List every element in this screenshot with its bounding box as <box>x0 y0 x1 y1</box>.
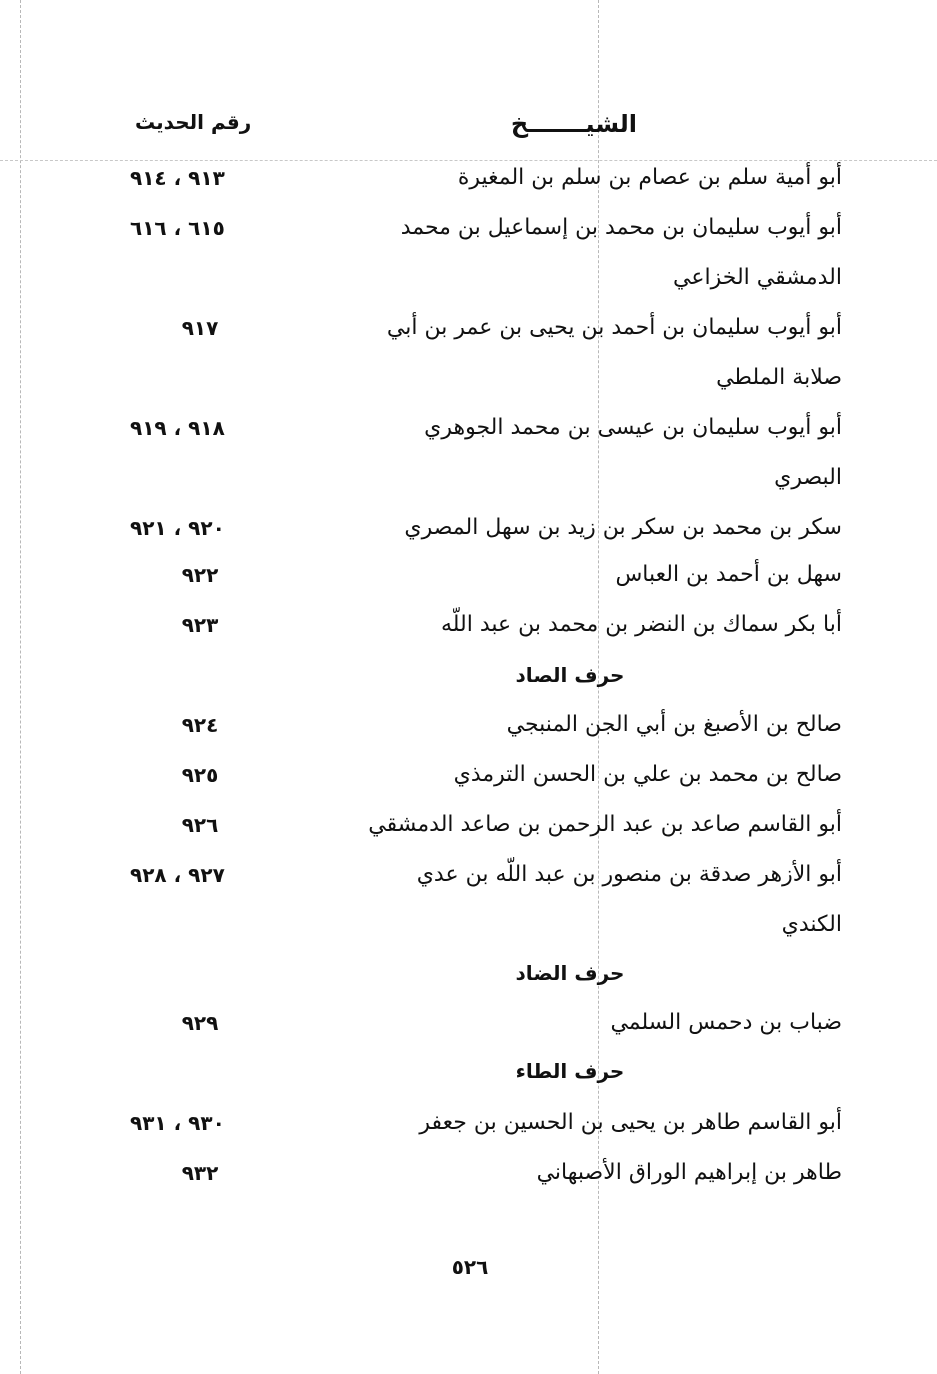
entry-name: أبو القاسم صاعد بن عبد الرحمن بن صاعد الدمشقي <box>368 812 842 837</box>
column-header-sheikh: الشيـــــــخ <box>510 110 637 138</box>
entry-continuation: صلابة الملطي <box>716 365 842 390</box>
page-number: ٥٢٦ <box>451 1255 489 1279</box>
entry-name: سهل بن أحمد بن العباس <box>615 562 842 587</box>
entry-continuation: الدمشقي الخزاعي <box>673 265 842 290</box>
entry-numbers: ٦١٥ ، ٦١٦ <box>130 216 225 240</box>
entry-numbers: ٩١٣ ، ٩١٤ <box>130 166 225 190</box>
column-header-hadith-number: رقم الحديث <box>135 110 252 134</box>
guide-line <box>0 160 937 161</box>
entry-continuation: البصري <box>774 465 842 490</box>
entry-numbers: ٩٢٠ ، ٩٢١ <box>130 516 225 540</box>
entry-numbers: ٩٢٤ <box>181 713 219 737</box>
entry-numbers: ٩٢٦ <box>181 813 219 837</box>
entry-numbers: ٩٢٩ <box>181 1011 219 1035</box>
entry-name: سكر بن محمد بن سكر بن زيد بن سهل المصري <box>404 515 842 540</box>
entry-name: أبو أيوب سليمان بن عيسى بن محمد الجوهري <box>424 415 842 440</box>
entry-name: صالح بن الأصبغ بن أبي الجن المنبجي <box>506 712 842 737</box>
entry-numbers: ٩٢٥ <box>181 763 219 787</box>
entry-numbers: ٩٣٢ <box>181 1161 219 1185</box>
entry-name: أبو القاسم طاهر بن يحيى بن الحسين بن جعفر <box>419 1110 842 1135</box>
entry-name: أبا بكر سماك بن النضر بن محمد بن عبد اللّه <box>440 612 842 637</box>
entry-name: أبو أيوب سليمان بن محمد بن إسماعيل بن محمد <box>400 215 842 240</box>
entry-numbers: ٩١٨ ، ٩١٩ <box>130 416 225 440</box>
entry-name: ضباب بن دحمس السلمي <box>610 1010 842 1035</box>
entry-numbers: ٩١٧ <box>181 316 219 340</box>
entry-numbers: ٩٣٠ ، ٩٣١ <box>130 1111 225 1135</box>
entry-numbers: ٩٢٣ <box>181 613 219 637</box>
entry-name: أبو أمية سلم بن عصام بن سلم بن المغيرة <box>457 165 842 190</box>
section-title-ta: حرف الطاء <box>515 1059 625 1083</box>
entry-name: أبو الأزهر صدقة بن منصور بن عبد اللّه بن عدي <box>416 862 842 887</box>
entry-name: طاهر بن إبراهيم الوراق الأصبهاني <box>536 1160 842 1185</box>
entry-name: أبو أيوب سليمان بن أحمد بن يحيى بن عمر بن أبي <box>386 315 842 340</box>
section-title-sad: حرف الصاد <box>515 663 625 687</box>
entry-name: صالح بن محمد بن علي بن الحسن الترمذي <box>453 762 842 787</box>
entry-numbers: ٩٢٢ <box>181 563 219 587</box>
entry-continuation: الكندي <box>781 912 842 937</box>
section-title-dad: حرف الضاد <box>515 961 625 985</box>
entry-numbers: ٩٢٧ ، ٩٢٨ <box>130 863 225 887</box>
